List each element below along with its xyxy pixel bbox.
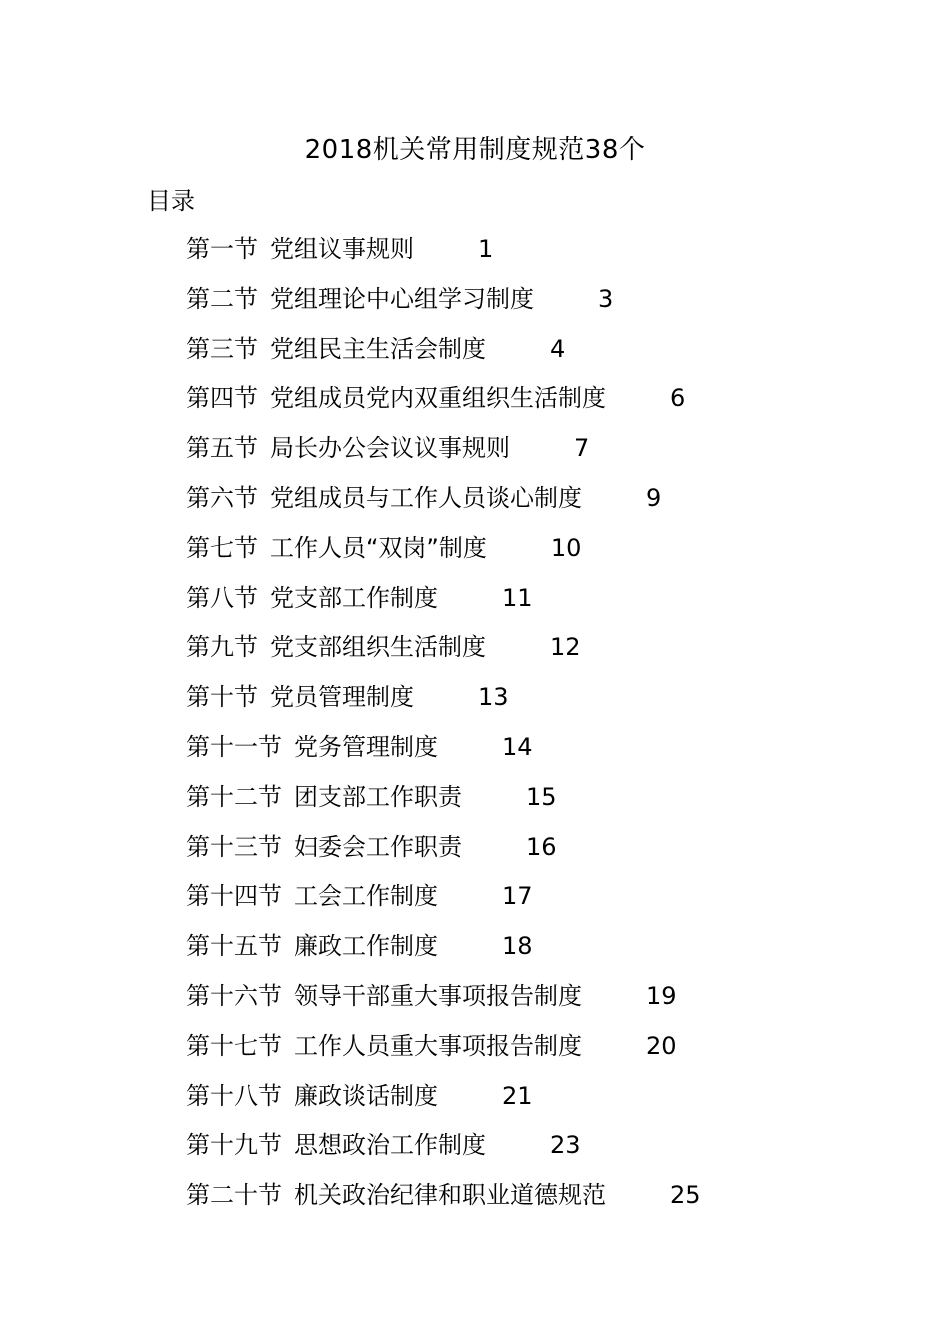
- toc-section-number: 第四节: [186, 384, 258, 413]
- toc-entry: [186, 481, 701, 531]
- toc-section-number: 第十一节: [186, 732, 282, 761]
- toc-section-name: 领导干部重大事项报告制度: [294, 981, 582, 1010]
- toc-list: [186, 232, 701, 1228]
- toc-section-number: 第二十节: [186, 1181, 282, 1210]
- toc-section-name: 党员管理制度: [270, 683, 414, 712]
- toc-entry: [186, 680, 701, 730]
- toc-section-number: 第十三节: [186, 832, 282, 861]
- toc-section-name: 廉政谈话制度: [294, 1081, 438, 1110]
- toc-section-name: 党组理论中心组学习制度: [270, 284, 534, 313]
- toc-section-name: 党组议事规则: [270, 235, 414, 263]
- toc-page-number: 12: [550, 633, 581, 662]
- toc-page-number: 17: [502, 882, 533, 911]
- toc-section-name: 妇委会工作职责: [294, 832, 462, 861]
- toc-entry: [186, 531, 701, 581]
- toc-page-number: 23: [550, 1131, 581, 1160]
- toc-section-name: 机关政治纪律和职业道德规范: [294, 1181, 606, 1210]
- toc-entry: [186, 332, 701, 382]
- toc-section-number: 第十二节: [186, 782, 282, 811]
- toc-section-number: 第十六节: [186, 981, 282, 1010]
- toc-page-number: 6: [670, 384, 686, 413]
- toc-section-name: 党务管理制度: [294, 732, 438, 761]
- toc-section-name: 党组民主生活会制度: [270, 334, 486, 363]
- toc-entry: [186, 780, 701, 830]
- toc-entry: [186, 1128, 701, 1178]
- toc-section-number: 第七节: [186, 533, 258, 562]
- toc-page-number: 9: [646, 483, 662, 512]
- toc-section-number: 第十五节: [186, 932, 282, 961]
- toc-entry: [186, 1029, 701, 1079]
- toc-entry: [186, 1079, 701, 1129]
- toc-entry: [186, 431, 701, 481]
- toc-page-number: 7: [574, 434, 590, 463]
- toc-entry: [186, 979, 701, 1029]
- toc-page-number: 14: [502, 732, 533, 761]
- toc-entry: [186, 879, 701, 929]
- toc-page-number: 4: [550, 334, 566, 363]
- toc-section-name: 思想政治工作制度: [294, 1131, 486, 1160]
- toc-section-number: 第二节: [186, 284, 258, 313]
- toc-entry: [186, 282, 701, 332]
- toc-page-number: 18: [502, 932, 533, 961]
- toc-section-name: 团支部工作职责: [294, 782, 462, 811]
- document-title: 2018机关常用制度规范38个: [304, 135, 646, 165]
- toc-entry: [186, 929, 701, 979]
- toc-page-number: 13: [478, 683, 509, 712]
- toc-page-number: 21: [502, 1081, 533, 1110]
- toc-heading: 目录: [147, 187, 195, 215]
- toc-entry: [186, 581, 701, 631]
- toc-page-number: 1: [478, 235, 494, 263]
- toc-entry: [186, 830, 701, 880]
- toc-section-name: 工会工作制度: [294, 882, 438, 911]
- toc-entry: [186, 630, 701, 680]
- toc-page-number: 19: [646, 981, 677, 1010]
- toc-section-number: 第九节: [186, 633, 258, 662]
- toc-page-number: 10: [550, 533, 582, 562]
- toc-section-number: 第十八节: [186, 1081, 282, 1110]
- toc-section-number: 第十四节: [186, 882, 282, 911]
- toc-section-name: 党支部组织生活制度: [270, 633, 486, 662]
- toc-section-name: 局长办公会议议事规则: [270, 434, 510, 463]
- toc-entry: [186, 232, 701, 282]
- toc-page-number: 3: [598, 284, 614, 313]
- toc-entry: [186, 730, 701, 780]
- toc-section-number: 第五节: [186, 434, 258, 463]
- toc-section-name: 廉政工作制度: [294, 932, 438, 961]
- toc-section-name: 党支部工作制度: [270, 583, 438, 612]
- toc-section-number: 第十九节: [186, 1131, 282, 1160]
- toc-section-number: 第八节: [186, 583, 258, 612]
- toc-entry: [186, 1178, 701, 1228]
- toc-page-number: 16: [526, 832, 557, 861]
- toc-section-number: 第三节: [186, 334, 258, 363]
- toc-page-number: 11: [502, 583, 533, 612]
- toc-section-number: 第十七节: [186, 1031, 282, 1060]
- toc-page-number: 25: [670, 1181, 701, 1210]
- toc-section-number: 第六节: [186, 483, 258, 512]
- toc-entry: [186, 381, 701, 431]
- toc-section-number: 第十节: [186, 683, 258, 712]
- toc-page-number: 15: [526, 782, 557, 811]
- toc-section-number: 第一节: [186, 235, 258, 263]
- toc-section-name: 党组成员与工作人员谈心制度: [270, 483, 582, 512]
- toc-section-name: 工作人员重大事项报告制度: [294, 1031, 582, 1060]
- toc-page-number: 20: [646, 1031, 677, 1060]
- toc-section-name: 工作人员“双岗”制度: [270, 533, 487, 562]
- toc-section-name: 党组成员党内双重组织生活制度: [270, 384, 606, 413]
